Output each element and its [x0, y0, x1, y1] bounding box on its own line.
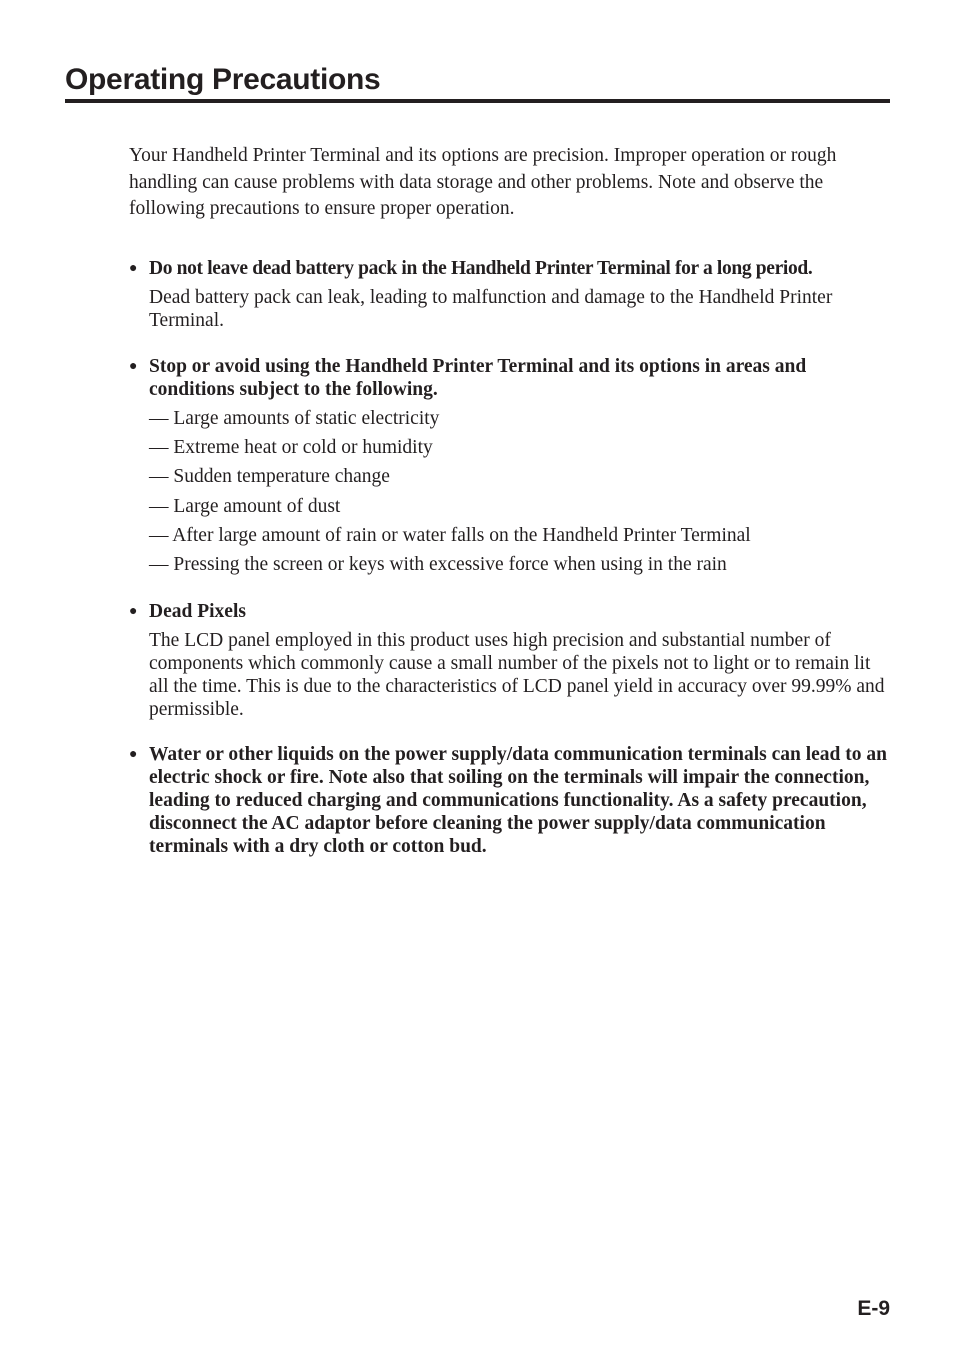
list-item: — Pressing the screen or keys with excessive force when using in the rain: [149, 553, 727, 575]
precaution-liquids: [129, 743, 889, 858]
precaution-title: Water or other liquids on the power supply/data communication terminals can lead to an electric shock or fire. Note also that soiling on the terminals will impair the connection, leading to reduced charging and communications functionality. As a safety precaution, disconnect the AC adaptor before cleaning the power supply/data communication terminals with a dry cloth or cotton bud.: [149, 744, 887, 857]
page-title: Operating Precautions: [65, 63, 381, 96]
list-item: — Large amounts of static electricity: [149, 408, 440, 429]
bullet-icon: ●: [129, 604, 138, 619]
precaution-title: Do not leave dead battery pack in the Handheld Printer Terminal for a long period.: [149, 258, 813, 279]
list-item: — After large amount of rain or water falls on the Handheld Printer Terminal: [149, 524, 751, 546]
list-item: — Extreme heat or cold or humidity: [149, 437, 433, 459]
bullet-icon: ●: [129, 261, 138, 276]
precaution-title: Dead Pixels: [149, 601, 246, 622]
precaution-body: Dead battery pack can leak, leading to malfunction and damage to the Handheld Printer Terminal.: [149, 287, 833, 331]
title-rule: [65, 99, 890, 103]
page-number: E-9: [857, 1297, 890, 1320]
intro-paragraph: Your Handheld Printer Terminal and its options are precision. Improper operation or rough handling can cause problems with data storage and other problems. Note and observe the following precautions to ensure proper operation.: [129, 145, 837, 219]
condition-list: [149, 407, 889, 576]
bullet-icon: ●: [129, 359, 138, 374]
list-item: — Sudden temperature change: [149, 466, 390, 488]
precaution-battery: [129, 257, 889, 332]
precaution-title: Stop or avoid using the Handheld Printer Terminal and its options in areas and conditions subject to the following.: [149, 356, 807, 400]
precaution-body: The LCD panel employed in this product uses high precision and substantial number of components which commonly cause a small number of the pixels not to light or to remain lit all the time. This is due to the characteristics of LCD panel yield in accuracy over 99.99% and permissible.: [149, 630, 885, 720]
precaution-dead-pixels: [129, 600, 889, 721]
list-item: — Large amount of dust: [149, 495, 341, 517]
precaution-environment: [129, 355, 889, 582]
bullet-icon: ●: [129, 747, 138, 762]
